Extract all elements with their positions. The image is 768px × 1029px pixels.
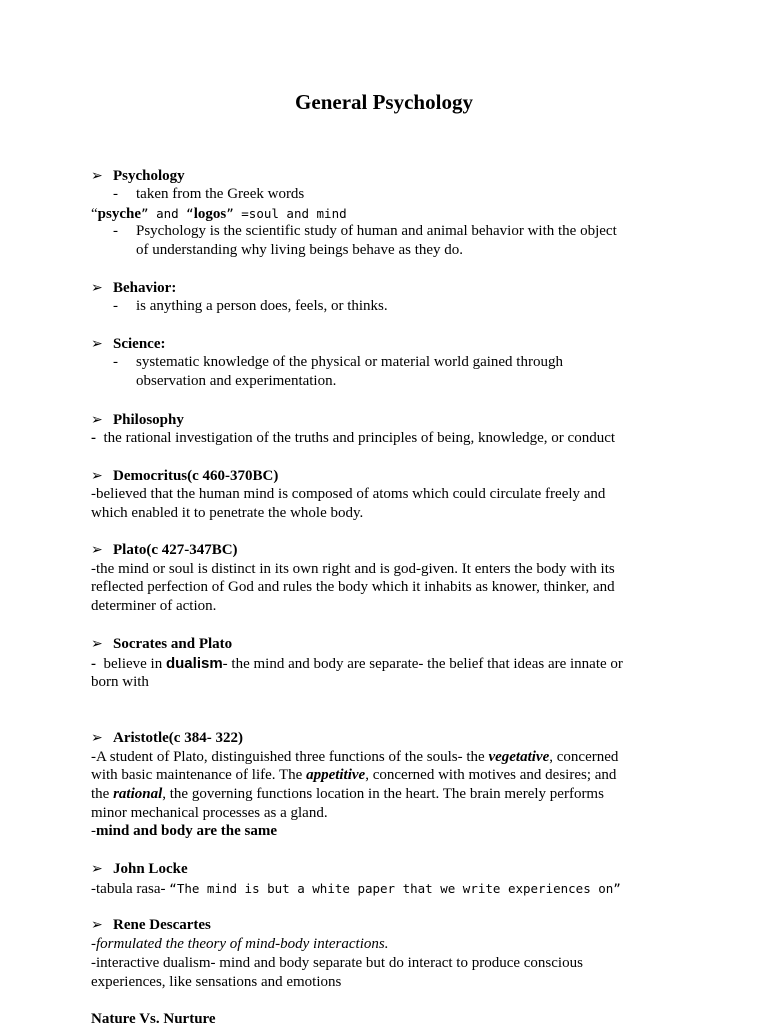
behavior-bullet-1: - is anything a person does, feels, or thinks. [113, 298, 388, 314]
dash: - [91, 823, 96, 839]
heading-text: Philosophy [113, 412, 184, 428]
aristotle-line-1 [91, 748, 618, 767]
page-title: General Psychology [295, 90, 473, 114]
section-heading-rene-descartes [91, 916, 211, 934]
term-appetitive: appetitive [306, 767, 366, 783]
heading-text: Rene Descartes [113, 917, 211, 933]
rene-descartes-line-3: experiences, like sensations and emotions [91, 974, 342, 990]
term-dualism: dualism [165, 655, 223, 672]
heading-text: Psychology [113, 168, 185, 184]
democritus-line-2: which enabled it to penetrate the whole body. [91, 505, 364, 521]
bullet-text: is anything a person does, feels, or thinks. [136, 298, 388, 314]
arrowhead-bullet-icon: ➢ [91, 468, 103, 484]
john-locke-line-1 [91, 879, 621, 899]
science-bullet-1: - systematic knowledge of the physical or material world gained through [113, 354, 563, 370]
arrowhead-bullet-icon: ➢ [91, 917, 103, 933]
text-post: , concerned with motives and desires; and [365, 767, 617, 783]
arrowhead-bullet-icon: ➢ [91, 336, 103, 352]
text-pre: -A student of Plato, distinguished three functions of the souls- the [91, 749, 489, 765]
rene-descartes-line-2: -interactive dualism- mind and body separate but do interact to produce conscious [91, 955, 583, 971]
arrowhead-bullet-icon: ➢ [91, 168, 103, 184]
aristotle-line-3 [91, 785, 604, 804]
psychology-greek-words [91, 204, 347, 224]
dash: - [91, 656, 96, 672]
psychology-bullet-2-cont: of understanding why living beings behave as they do. [136, 242, 464, 258]
arrowhead-bullet-icon: ➢ [91, 730, 103, 746]
science-bullet-1-cont: observation and experimentation. [136, 373, 337, 389]
heading-text: Aristotle(c 384- 322) [113, 730, 243, 746]
bullet-text: Psychology is the scientific study of human and animal behavior with the object [136, 223, 617, 239]
text-pre: the [91, 786, 114, 802]
heading-text: Plato(c 427-347BC) [113, 542, 238, 558]
section-heading-nature-nurture: Nature Vs. Nurture [91, 1011, 216, 1027]
arrowhead-bullet-icon: ➢ [91, 861, 103, 877]
plato-line-2: reflected perfection of God and rules the body which it inhabits as knower, thinker, and [91, 579, 615, 595]
plato-line-1: -the mind or soul is distinct in its own right and is god-given. It enters the body with its [91, 561, 615, 577]
section-heading-socrates-plato [91, 635, 232, 653]
text-post: - the mind and body are separate- the belief that ideas are innate or [222, 656, 623, 672]
socrates-plato-line-1 [91, 654, 623, 674]
bullet-text: systematic knowledge of the physical or material world gained through [136, 354, 563, 370]
heading-text: John Locke [113, 861, 188, 877]
socrates-plato-line-2: born with [91, 674, 149, 690]
aristotle-line-4: minor mechanical processes as a gland. [91, 805, 328, 821]
arrowhead-bullet-icon: ➢ [91, 280, 103, 296]
word-psyche: psyche [97, 206, 142, 222]
heading-text: Democritus(c 460-370BC) [113, 468, 279, 484]
aristotle-line-5 [91, 822, 277, 841]
philosophy-definition [91, 429, 615, 448]
definition-text: the rational investigation of the truths and principles of being, knowledge, or conduct [103, 430, 616, 446]
aristotle-line-2 [91, 766, 616, 785]
dash: - [91, 430, 96, 446]
term-vegetative: vegetative [488, 749, 550, 765]
quote-text: “The mind is but a white paper that we write experiences on” [169, 881, 621, 896]
section-heading-john-locke [91, 860, 188, 878]
section-heading-aristotle [91, 729, 243, 747]
democritus-line-1: -believed that the human mind is composed of atoms which could circulate freely and [91, 486, 606, 502]
section-heading-philosophy [91, 411, 184, 429]
word-logos: logos [193, 206, 227, 222]
rene-descartes-line-1: -formulated the theory of mind-body interactions. [91, 936, 389, 952]
arrowhead-bullet-icon: ➢ [91, 636, 103, 652]
heading-text: Socrates and Plato [113, 636, 233, 652]
text-post: , concerned [549, 749, 619, 765]
psychology-bullet-2: - Psychology is the scientific study of human and animal behavior with the object [113, 223, 617, 239]
text-pre: with basic maintenance of life. The [91, 767, 307, 783]
text-post: , the governing functions location in the heart. The brain merely performs [162, 786, 604, 802]
text-pre: believe in [103, 656, 166, 672]
heading-text: Behavior: [113, 280, 177, 296]
section-heading-science [91, 335, 165, 353]
plato-line-3: determiner of action. [91, 598, 217, 614]
emphasis-text: mind and body are the same [96, 823, 277, 839]
conjunction: ” and “ [141, 206, 194, 221]
arrowhead-bullet-icon: ➢ [91, 542, 103, 558]
bullet-text: taken from the Greek words [136, 186, 305, 202]
open-quote: “ [91, 206, 98, 222]
heading-text: Science: [113, 336, 166, 352]
psychology-bullet-1: - taken from the Greek words [113, 186, 305, 202]
text-pre: -tabula rasa- [91, 881, 170, 897]
section-heading-democritus [91, 467, 278, 485]
section-heading-behavior [91, 279, 176, 297]
arrowhead-bullet-icon: ➢ [91, 412, 103, 428]
section-heading-psychology [91, 167, 185, 185]
section-heading-plato [91, 541, 238, 559]
term-rational: rational [113, 786, 163, 802]
meaning: ” =soul and mind [226, 206, 347, 221]
